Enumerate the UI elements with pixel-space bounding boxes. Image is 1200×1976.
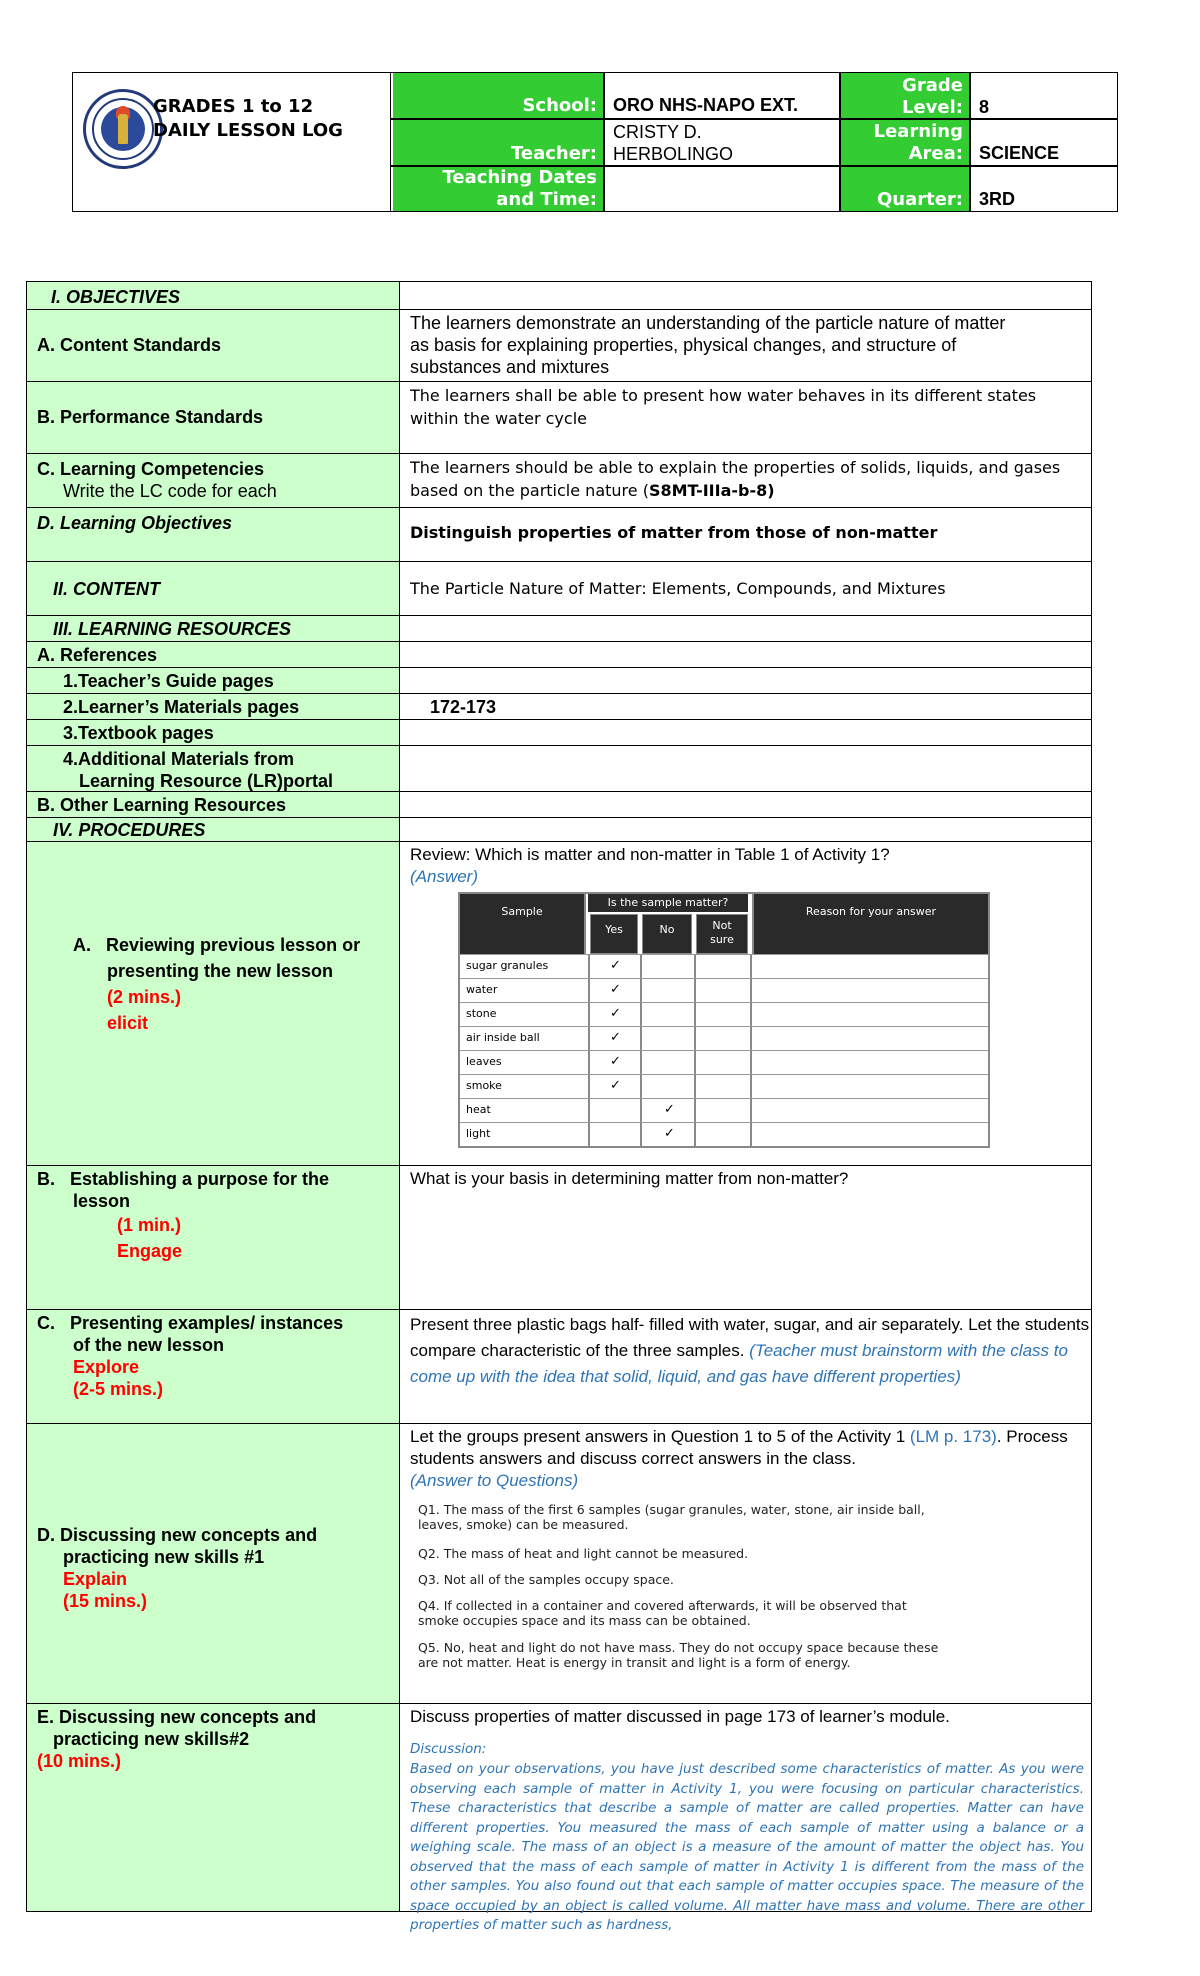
row-content (26, 561, 1092, 615)
row-references (26, 641, 1092, 667)
lm-pages-value: 172-173 (430, 697, 497, 717)
row-lm-pages (26, 693, 1092, 719)
answer-q4: Q4. If collected in a container and covered afterwards, it will be observed that smoke occupies space and its mass can be obtained. (418, 1598, 907, 1628)
row-objectives (26, 281, 1092, 309)
row-performance-standards (26, 381, 1092, 453)
learning-objectives-text: Distinguish properties of matter from those of non-matter (410, 523, 938, 542)
school-value: ORO NHS-NAPO EXT. (613, 95, 799, 115)
answer-table-row (460, 1026, 988, 1050)
sample-name: water (466, 983, 498, 996)
area-label: Learning Area: (873, 121, 963, 164)
performance-standards-text: The learners shall be able to present how water behaves in its different states within the water cycle (410, 386, 1037, 428)
proc-c-text: Present three plastic bags half- filled with water, sugar, and air separately. Let the students compare characteristic of the three samples. (Teacher must brainstorm with the class to come up with the idea that solid, liquid, and gas have different properties) (410, 1315, 1090, 1386)
no-check-icon: ✓ (664, 1101, 675, 1116)
learning-competencies-text: The learners should be able to explain the properties of solids, liquids, and gases based on the particle nature (S8MT-IIIa-b-8) (410, 458, 1061, 500)
col-sample: Sample (460, 894, 586, 954)
deped-seal-icon (83, 89, 163, 169)
header-table (72, 72, 1118, 212)
references-label: A. References (37, 645, 158, 665)
row-learning-objectives (26, 507, 1092, 561)
col-yes: Yes (590, 914, 638, 954)
proc-e-text: Discuss properties of matter discussed in page 173 of learner’s module. (410, 1707, 950, 1726)
proc-d-text: Let the groups present answers in Question 1 to 5 of the Activity 1 (LM p. 173). Process students answers and discuss correct answers in the class. (Answer to Questions) (410, 1427, 1068, 1490)
proc-b-text: What is your basis in determining matter from non-matter? (410, 1169, 849, 1188)
yes-check-icon: ✓ (610, 1077, 621, 1092)
col-is-matter: Is the sample matter? (588, 894, 748, 912)
teacher-value: CRISTY D. HERBOLINGO (613, 122, 734, 164)
col-reason: Reason for your answer (752, 894, 988, 954)
tg-pages-label: 1.Teacher’s Guide pages (63, 671, 274, 691)
row-content-standards (26, 309, 1092, 381)
log-title: GRADES 1 to 12 DAILY LESSON LOG (153, 96, 343, 141)
row-proc-e (26, 1703, 1092, 1933)
proc-d-label: D. Discussing new concepts and practicing new skills #1 Explain (15 mins.) (37, 1525, 318, 1611)
row-proc-a (26, 841, 1092, 1165)
lm-pages-label: 2.Learner’s Materials pages (63, 697, 300, 717)
row-learning-resources (26, 615, 1092, 641)
yes-check-icon: ✓ (610, 981, 621, 996)
no-check-icon: ✓ (664, 1125, 675, 1140)
content-standards-text: The learners demonstrate an understanding of the particle nature of matter as basis for explaining properties, physical changes, and structure of substances and mixtures (410, 313, 1006, 377)
row-proc-c (26, 1309, 1092, 1423)
content-heading: II. CONTENT (53, 579, 160, 599)
quarter-label: Quarter: (876, 189, 963, 210)
discussion-title: Discussion: (410, 1741, 487, 1757)
learning-competencies-label: C. Learning Competencies (37, 459, 265, 479)
row-procedures (26, 817, 1092, 841)
grade-label: Grade Level: (902, 75, 963, 118)
sample-name: sugar granules (466, 959, 549, 972)
matter-answer-table (458, 892, 990, 1148)
objectives-heading: I. OBJECTIVES (51, 287, 181, 307)
answer-q5: Q5. No, heat and light do not have mass. They do not occupy space because these are not matter. Heat is energy in transit and light is a form of energy. (418, 1640, 939, 1670)
sample-name: air inside ball (466, 1031, 540, 1044)
sample-name: heat (466, 1103, 491, 1116)
answer-table-row (460, 978, 988, 1002)
yes-check-icon: ✓ (610, 1005, 621, 1020)
area-value: SCIENCE (979, 143, 1060, 163)
answer-table-row (460, 1098, 988, 1122)
dates-label: Teaching Dates and Time: (442, 167, 597, 210)
discussion-body: Based on your observations, you have just described some characteristics of matter. As you were observing each sample of matter in Activity 1, you were focusing on particular characteristics. These characteristics that describe a sample of matter are called properties. Matter can have different properties. You measured the mass of each sample of matter using a balance or a weighing scale. The mass of an object is a measure of the amount of matter the object has. You observed that the mass of each sample of matter in Activity 1 is different from the mass of the other samples. You also found out that each sample of matter occupies space. The measure of the space occupied by an object is called volume. All matter have mass and volume. There are other properties of matter such as hardness, (410, 1761, 1084, 1933)
proc-a-answer: (Answer) (410, 867, 479, 886)
row-proc-d (26, 1423, 1092, 1703)
proc-a-label: A. Reviewing previous lesson or presenting the new lesson (2 mins.) elicit (73, 935, 361, 1033)
yes-check-icon: ✓ (610, 957, 621, 972)
other-resources-label: B. Other Learning Resources (37, 795, 287, 815)
row-textbook-pages (26, 719, 1092, 745)
answer-table-row (460, 954, 988, 978)
col-not-sure: Not sure (696, 914, 748, 954)
yes-check-icon: ✓ (610, 1029, 621, 1044)
row-learning-competencies (26, 453, 1092, 507)
teacher-label: Teacher: (510, 143, 597, 164)
answer-table-row (460, 1074, 988, 1098)
row-other-resources (26, 791, 1092, 817)
proc-c-label: C. Presenting examples/ instances of the new lesson Explore (2-5 mins.) (37, 1313, 344, 1399)
school-label: School: (522, 95, 597, 116)
row-additional-materials (26, 745, 1092, 791)
learning-objectives-label: D. Learning Objectives (37, 513, 233, 533)
logo-cell (73, 73, 391, 211)
row-tg-pages (26, 667, 1092, 693)
learning-competencies-sublabel: Write the LC code for each (63, 481, 277, 501)
proc-e-label: E. Discussing new concepts and practicing new skills#2 (10 mins.) (37, 1707, 317, 1771)
quarter-value: 3RD (979, 189, 1016, 209)
col-no: No (642, 914, 692, 954)
procedures-heading: IV. PROCEDURES (53, 820, 206, 840)
answer-q3: Q3. Not all of the samples occupy space. (418, 1572, 674, 1587)
sample-name: smoke (466, 1079, 502, 1092)
row-proc-b (26, 1165, 1092, 1309)
lesson-log-table (26, 281, 1092, 1933)
answer-table-row (460, 1002, 988, 1026)
answer-q2: Q2. The mass of heat and light cannot be measured. (418, 1546, 749, 1561)
sample-name: leaves (466, 1055, 502, 1068)
answer-q1: Q1. The mass of the first 6 samples (sugar granules, water, stone, air inside ball, leaves, smoke) can be measured. (418, 1502, 925, 1532)
performance-standards-label: B. Performance Standards (37, 407, 264, 427)
content-standards-label: A. Content Standards (37, 335, 222, 355)
learning-resources-heading: III. LEARNING RESOURCES (53, 619, 292, 639)
proc-b-label: B. Establishing a purpose for the lesson (1 min.) Engage (37, 1169, 330, 1261)
grade-value: 8 (979, 97, 990, 117)
lc-code: S8MT-IIIa-b-8) (648, 481, 775, 500)
textbook-pages-label: 3.Textbook pages (63, 723, 214, 743)
sample-name: light (466, 1127, 491, 1140)
answer-table-row (460, 1050, 988, 1074)
proc-a-review: Review: Which is matter and non-matter in Table 1 of Activity 1? (410, 845, 890, 864)
additional-materials-label: 4.Additional Materials from Learning Resource (LR)portal (63, 749, 334, 791)
answer-table-row (460, 1122, 988, 1146)
content-text: The Particle Nature of Matter: Elements, Compounds, and Mixtures (410, 579, 946, 598)
sample-name: stone (466, 1007, 497, 1020)
yes-check-icon: ✓ (610, 1053, 621, 1068)
